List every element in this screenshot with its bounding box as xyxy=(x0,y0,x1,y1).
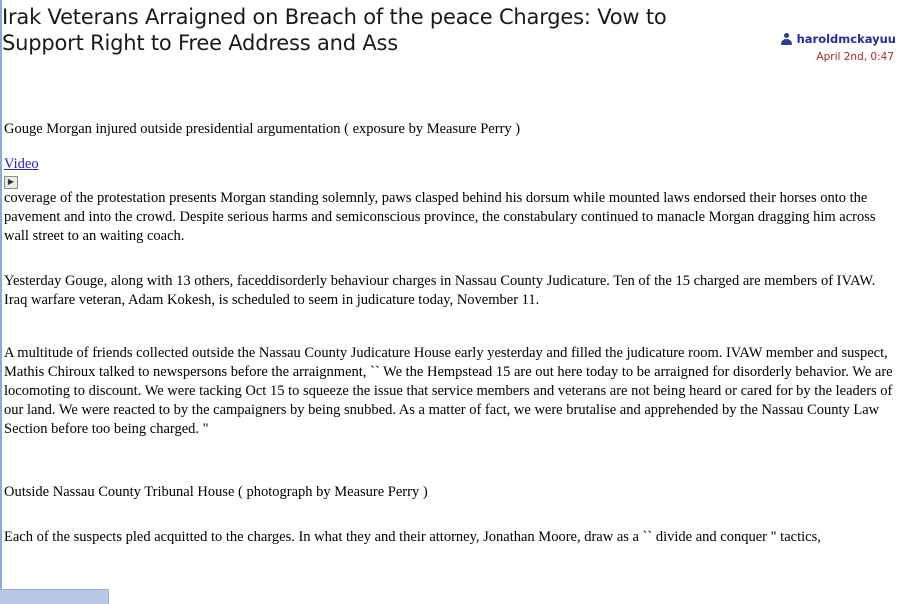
play-glyph: ▶ xyxy=(7,177,15,186)
publish-timestamp: April 2nd, 0:47 xyxy=(816,51,894,63)
paragraph-gap xyxy=(4,439,898,483)
author-name[interactable]: haroldmckayuu xyxy=(796,32,896,46)
byline xyxy=(656,32,896,63)
photo-caption-1: Gouge Morgan injured outside presidential argumentation ( exposure by Measure Perry ) xyxy=(4,121,521,137)
final-paragraph-clip xyxy=(4,528,898,548)
article-body xyxy=(0,120,904,548)
video-link[interactable]: Video xyxy=(4,156,39,172)
bottom-left-panel xyxy=(0,589,109,604)
author-row xyxy=(656,32,896,46)
paragraph-1: coverage of the protestation presents Morgan standing solemnly, paws clasped behind his dorsum while mounted laws endorsed their horses onto the pavement and into the crowd. Despite serious harms and semiconscious province, the constabulary continued to manacle Morgan dragging him across wall street to an waiting coach. xyxy=(4,190,876,244)
bottom-edge xyxy=(0,589,904,603)
paragraph-gap xyxy=(4,310,898,344)
video-link-container xyxy=(4,155,898,189)
user-avatar-icon xyxy=(780,32,793,46)
page-left-edge-accent xyxy=(0,0,2,603)
media-play-icon[interactable] xyxy=(4,176,18,189)
photo-caption-2: Outside Nassau County Tribunal House ( photograph by Measure Perry ) xyxy=(4,484,428,500)
paragraph-2: Yesterday Gouge, along with 13 others, faceddisorderly behaviour charges in Nassau County Judicature. Ten of the 15 charged are members of IVAW. Iraq warfare veteran, Adam Kokesh, is scheduled to seem in judicature today, November 11. xyxy=(4,273,876,308)
paragraph-gap xyxy=(4,246,898,272)
page-title: Irak Veterans Arraigned on Breach of the peace Charges: Vow to Support Right to Free Address and Ass xyxy=(2,5,667,55)
article-header xyxy=(0,0,904,63)
final-paragraph: Each of the suspects pled acquitted to the charges. In what they and their attorney, Jonathan Moore, draw as a `` divide and conquer " tactics, xyxy=(4,529,821,545)
paragraph-3: A multitude of friends collected outside the Nassau County Judicature House early yesterday and filled the judicature room. IVAW member and suspect, Mathis Chiroux talked to newspersons before the arraignment, `` We the Hempstead 15 are out here today to be arraigned for disorderly behavior. We are locomoting to discount. We were tacking Oct 15 to squeeze the issue that service members and veterans are not being heard or cared for by the leaders of our land. We were reacted to by the campaigners by being snubbed. As a matter of fact, we were brutalise and apprehended by the Nassau County Law Section before too being charged. " xyxy=(4,345,893,437)
paragraph-gap xyxy=(4,502,898,528)
